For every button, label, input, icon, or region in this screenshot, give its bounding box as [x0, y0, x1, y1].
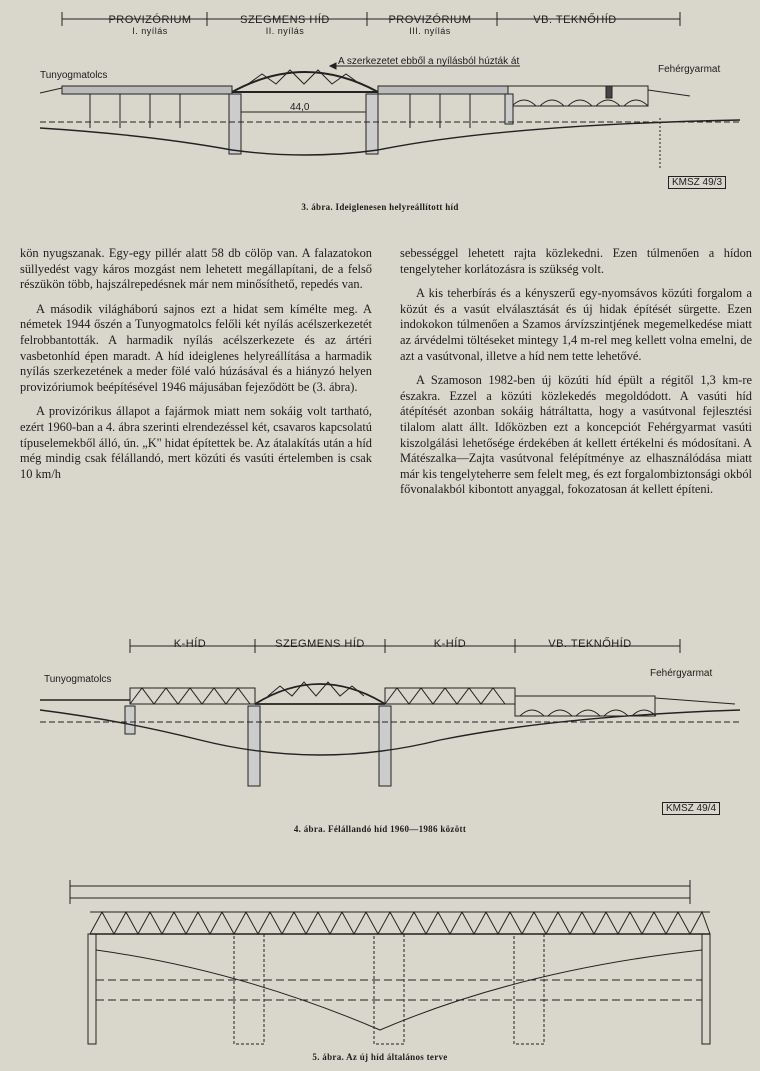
- paragraph: A provizórikus állapot a fajármok miatt nem sokáig volt tartható, ezért 1960-ban a 4. ábra szerinti elrendezéssel két, csavaros kapcsolatú típuselemekből álló, ún. „K" hidat építettek be. Az átalakítás után a híd még mindig csak félállandó, mert közúti és vasúti értelemben is csak 10 km/h: [20, 404, 372, 481]
- fig5-caption: 5. ábra. Az új híd általános terve: [312, 1052, 448, 1062]
- text-column-left: [20, 246, 372, 491]
- fig4-label-k-hid-1: K-HÍD: [173, 638, 207, 650]
- figure-4-drawing: [0, 630, 760, 845]
- figure-3: [0, 0, 760, 215]
- fig4-label-k-hid-2: K-HÍD: [433, 638, 467, 650]
- fig3-label-teknohid: VB. TEKNŐHÍD: [533, 14, 617, 26]
- fig4-caption: 4. ábra. Félállandó híd 1960—1986 között: [293, 824, 467, 834]
- fig3-left-place: Tunyogmatolcs: [40, 70, 108, 81]
- fig3-label-provizorium-1: PROVIZÓRIUM I. nyílás: [108, 14, 192, 36]
- fig3-dimension: 44,0: [290, 102, 310, 113]
- paragraph: kön nyugszanak. Egy-egy pillér alatt 58 db cölöp van. A falazatokon süllyedést vagy káros mozgást nem lehetett megállapítani, de a felső részükön több, hajszálrepedésnek már nem minősíthető, repedés van.: [20, 246, 372, 292]
- figure-4: [0, 630, 760, 845]
- fig3-label-provizorium-3: PROVIZÓRIUM III. nyílás: [388, 14, 472, 36]
- fig4-left-place: Tunyogmatolcs: [44, 674, 112, 685]
- fig3-right-place: Fehérgyarmat: [658, 64, 721, 75]
- fig3-code-box: KMSZ 49/3: [668, 176, 726, 189]
- text-column-right: [400, 246, 752, 507]
- fig4-label-teknohid: VB. TEKNŐHÍD: [548, 638, 632, 650]
- paragraph: A második világháború sajnos ezt a hidat sem kímélte meg. A németek 1944 őszén a Tunyogmatolcs felőli két nyílás acélszerkezetét felrobbantották. A harmadik nyílás acélszerkezete és az ártéri vasbetonhíd épen maradt. A híd ideiglenes helyreállítása a harmadik nyílás szerkezetének a meder fölé való húzásával és a hiányzó helyen provizóriumok beépítésével 1946 májusában fejeződött be (3. ábra).: [20, 301, 372, 394]
- fig3-caption: 3. ábra. Ideiglenesen helyreállított híd: [301, 202, 459, 212]
- fig3-note: A szerkezetet ebből a nyílásból húzták át: [338, 56, 520, 67]
- paragraph: A Szamoson 1982-ben új közúti híd épült a régitől 1,3 km-re északra. Ezzel a közúti közlekedés megoldódott. A vasúti híd átépítését azonban sokáig hátráltatta, hogy a vasútvonal fejlesztési tilalom alatt állt. Időközben ezt a koncepciót Fehérgyarmat vasúti kiszolgálási lehetősége érdekében át kellett értékelni és módosítani. A Mátészalka—Zajta vasútvonal felépítménye az elhasználódása miatt már kis tengelyteherre sem felelt meg, és ezt forgalombiztonsági okból fővonalakból kibontott anyaggal, fokozatosan át kellett építeni.: [400, 373, 752, 497]
- paragraph: A kis teherbírás és a kényszerű egy-nyomsávos közúti forgalom a közút és a vasút elválasztását és új hidak építését sürgette. Ezen indokokon túlmenően a Szamos árvízszintjének megemelkedése miatt az árvédelmi töltéseket mintegy 1,4 m-rel meg kellett volna emelni, de azt a vasútvonal, illetve a híd nem tette lehetővé.: [400, 286, 752, 363]
- fig3-label-szegmens: SZEGMENS HÍD II. nyílás: [240, 14, 330, 36]
- fig4-right-place: Fehérgyarmat: [650, 668, 713, 679]
- figure-5-drawing: [0, 880, 760, 1071]
- figure-5: [0, 880, 760, 1071]
- fig4-code-box: KMSZ 49/4: [662, 802, 720, 815]
- paragraph: sebességgel lehetett rajta közlekedni. Ezen túlmenően a hídon tengelyteher korlátozásra is szükség volt.: [400, 246, 752, 276]
- fig4-label-szegmens: SZEGMENS HÍD: [275, 638, 365, 650]
